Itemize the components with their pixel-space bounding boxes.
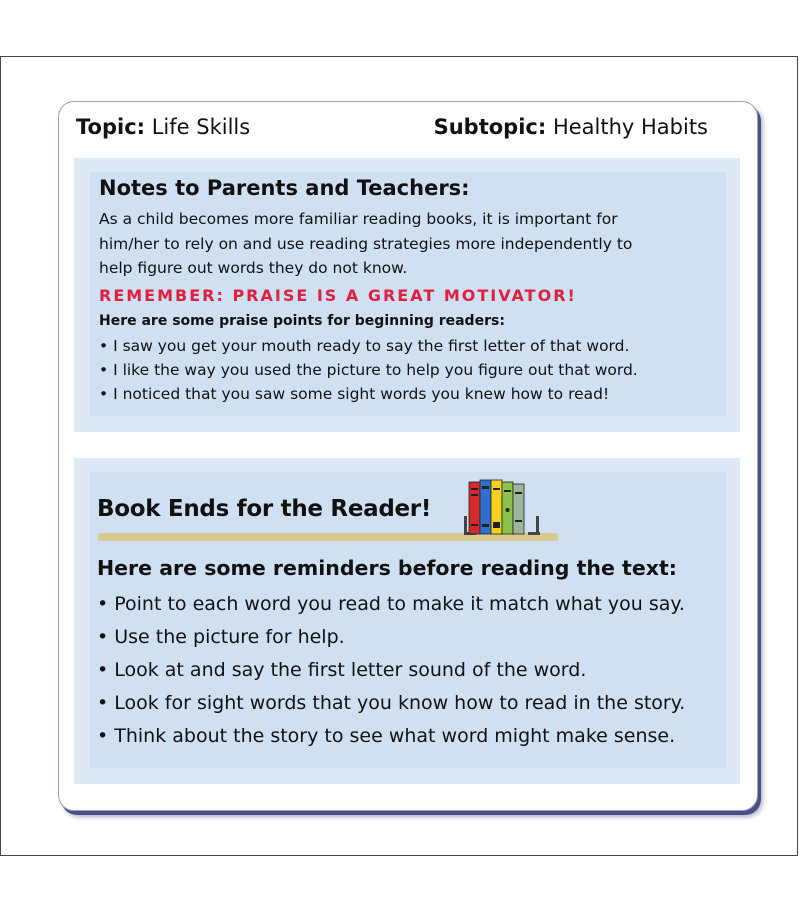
book-ends-title: Book Ends for the Reader! xyxy=(97,496,432,522)
topic-row xyxy=(76,112,708,142)
topic-label: Topic: xyxy=(76,115,146,139)
praise-list xyxy=(99,334,638,406)
notes-line: help figure out words they do not know. xyxy=(99,259,408,277)
reminders-intro: Here are some reminders before reading the text: xyxy=(97,556,677,580)
reminder-item: • Think about the story to see what word might make sense. xyxy=(97,725,676,747)
notes-line: As a child becomes more familiar reading books, it is important for xyxy=(99,210,618,228)
reminder-item: • Look for sight words that you know how to read in the story. xyxy=(97,692,686,714)
reminders-list xyxy=(97,588,685,753)
notes-title: Notes to Parents and Teachers: xyxy=(99,176,470,200)
notes-body xyxy=(99,207,699,281)
praise-point: • I saw you get your mouth ready to say the first letter of that word. xyxy=(99,337,630,355)
reminder-item: • Use the picture for help. xyxy=(97,626,345,648)
praise-point: • I like the way you used the picture to help you figure out that word. xyxy=(99,361,638,379)
topic-value: Life Skills xyxy=(151,115,251,139)
subtopic-label: Subtopic: xyxy=(433,115,547,139)
subtopic xyxy=(434,112,708,142)
reminder-item: • Look at and say the first letter sound of the word. xyxy=(97,659,587,681)
reminder-item: • Point to each word you read to make it match what you say. xyxy=(97,593,685,615)
remember-heading: REMEMBER: PRAISE IS A GREAT MOTIVATOR! xyxy=(99,286,577,305)
books-on-shelf-icon xyxy=(462,476,562,536)
subtopic-value: Healthy Habits xyxy=(552,115,708,139)
topic xyxy=(76,112,250,142)
notes-line: him/her to rely on and use reading strategies more independently to xyxy=(99,234,633,253)
praise-point: • I noticed that you saw some sight words you knew how to read! xyxy=(99,385,610,403)
praise-intro: Here are some praise points for beginning readers: xyxy=(99,313,505,329)
